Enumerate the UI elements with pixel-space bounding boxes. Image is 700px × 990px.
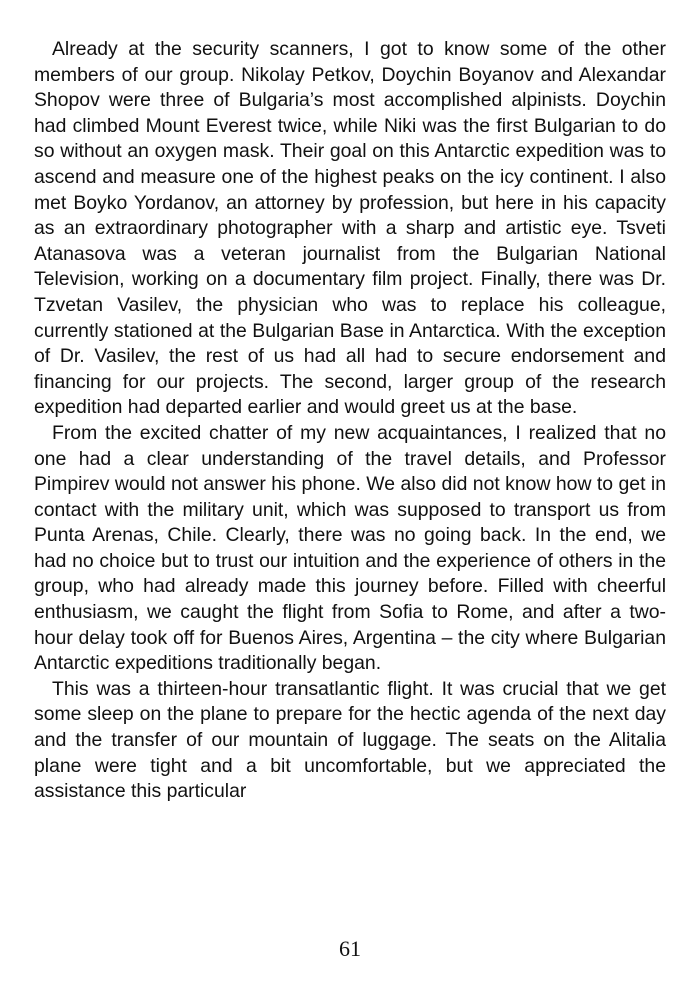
paragraph-2: From the excited chatter of my new acquaintances, I realized that no one had a clear understanding of the travel details, and Professor Pimpirev would not answer his phone. We also did not know how to get in contact with the military unit, which was supposed to transport us from Punta Arenas, Chile. Clearly, there was no going back. In the end, we had no choice but to trust our intuition and the experience of others in the group, who had already made this journey before. Filled with cheerful enthusiasm, we caught the flight from Sofia to Rome, and after a two-hour delay took off for Buenos Aires, Argentina – the city where Bulgarian Antarctic expeditions traditionally began.: [34, 421, 666, 675]
page-number: 61: [339, 936, 361, 961]
paragraph-3: This was a thirteen-hour transatlantic flight. It was crucial that we get some sleep on the plane to prepare for the hectic agenda of the next day and the transfer of our mountain of luggage. The seats on the Alitalia plane were tight and a bit uncomfortable, but we appreciated the assistance this particular: [34, 677, 666, 803]
body-text: [34, 37, 666, 805]
paragraph-1: Already at the security scanners, I got to know some of the other members of our group. Nikolay Petkov, Doychin Boyanov and Alexandar Shopov were three of Bulgaria’s most accomplished alpinists. Doychin had climbed Mount Everest twice, while Niki was the first Bulgarian to do so without an oxygen mask. Their goal on this Antarctic expedition was to ascend and measure one of the highest peaks on the icy continent. I also met Boyko Yordanov, an attorney by profession, but here in his capacity as an extraordinary photographer with a sharp and artistic eye. Tsveti Atanasova was a veteran journalist from the Bulgarian National Television, working on a documentary film project. Finally, there was Dr. Tzvetan Vasilev, the physician who was to replace his colleague, currently stationed at the Bulgarian Base in Antarctica. With the exception of Dr. Vasilev, the rest of us had all had to secure endorsement and financing for our projects. The second, larger group of the research expedition had departed earlier and would greet us at the base.: [34, 38, 666, 419]
